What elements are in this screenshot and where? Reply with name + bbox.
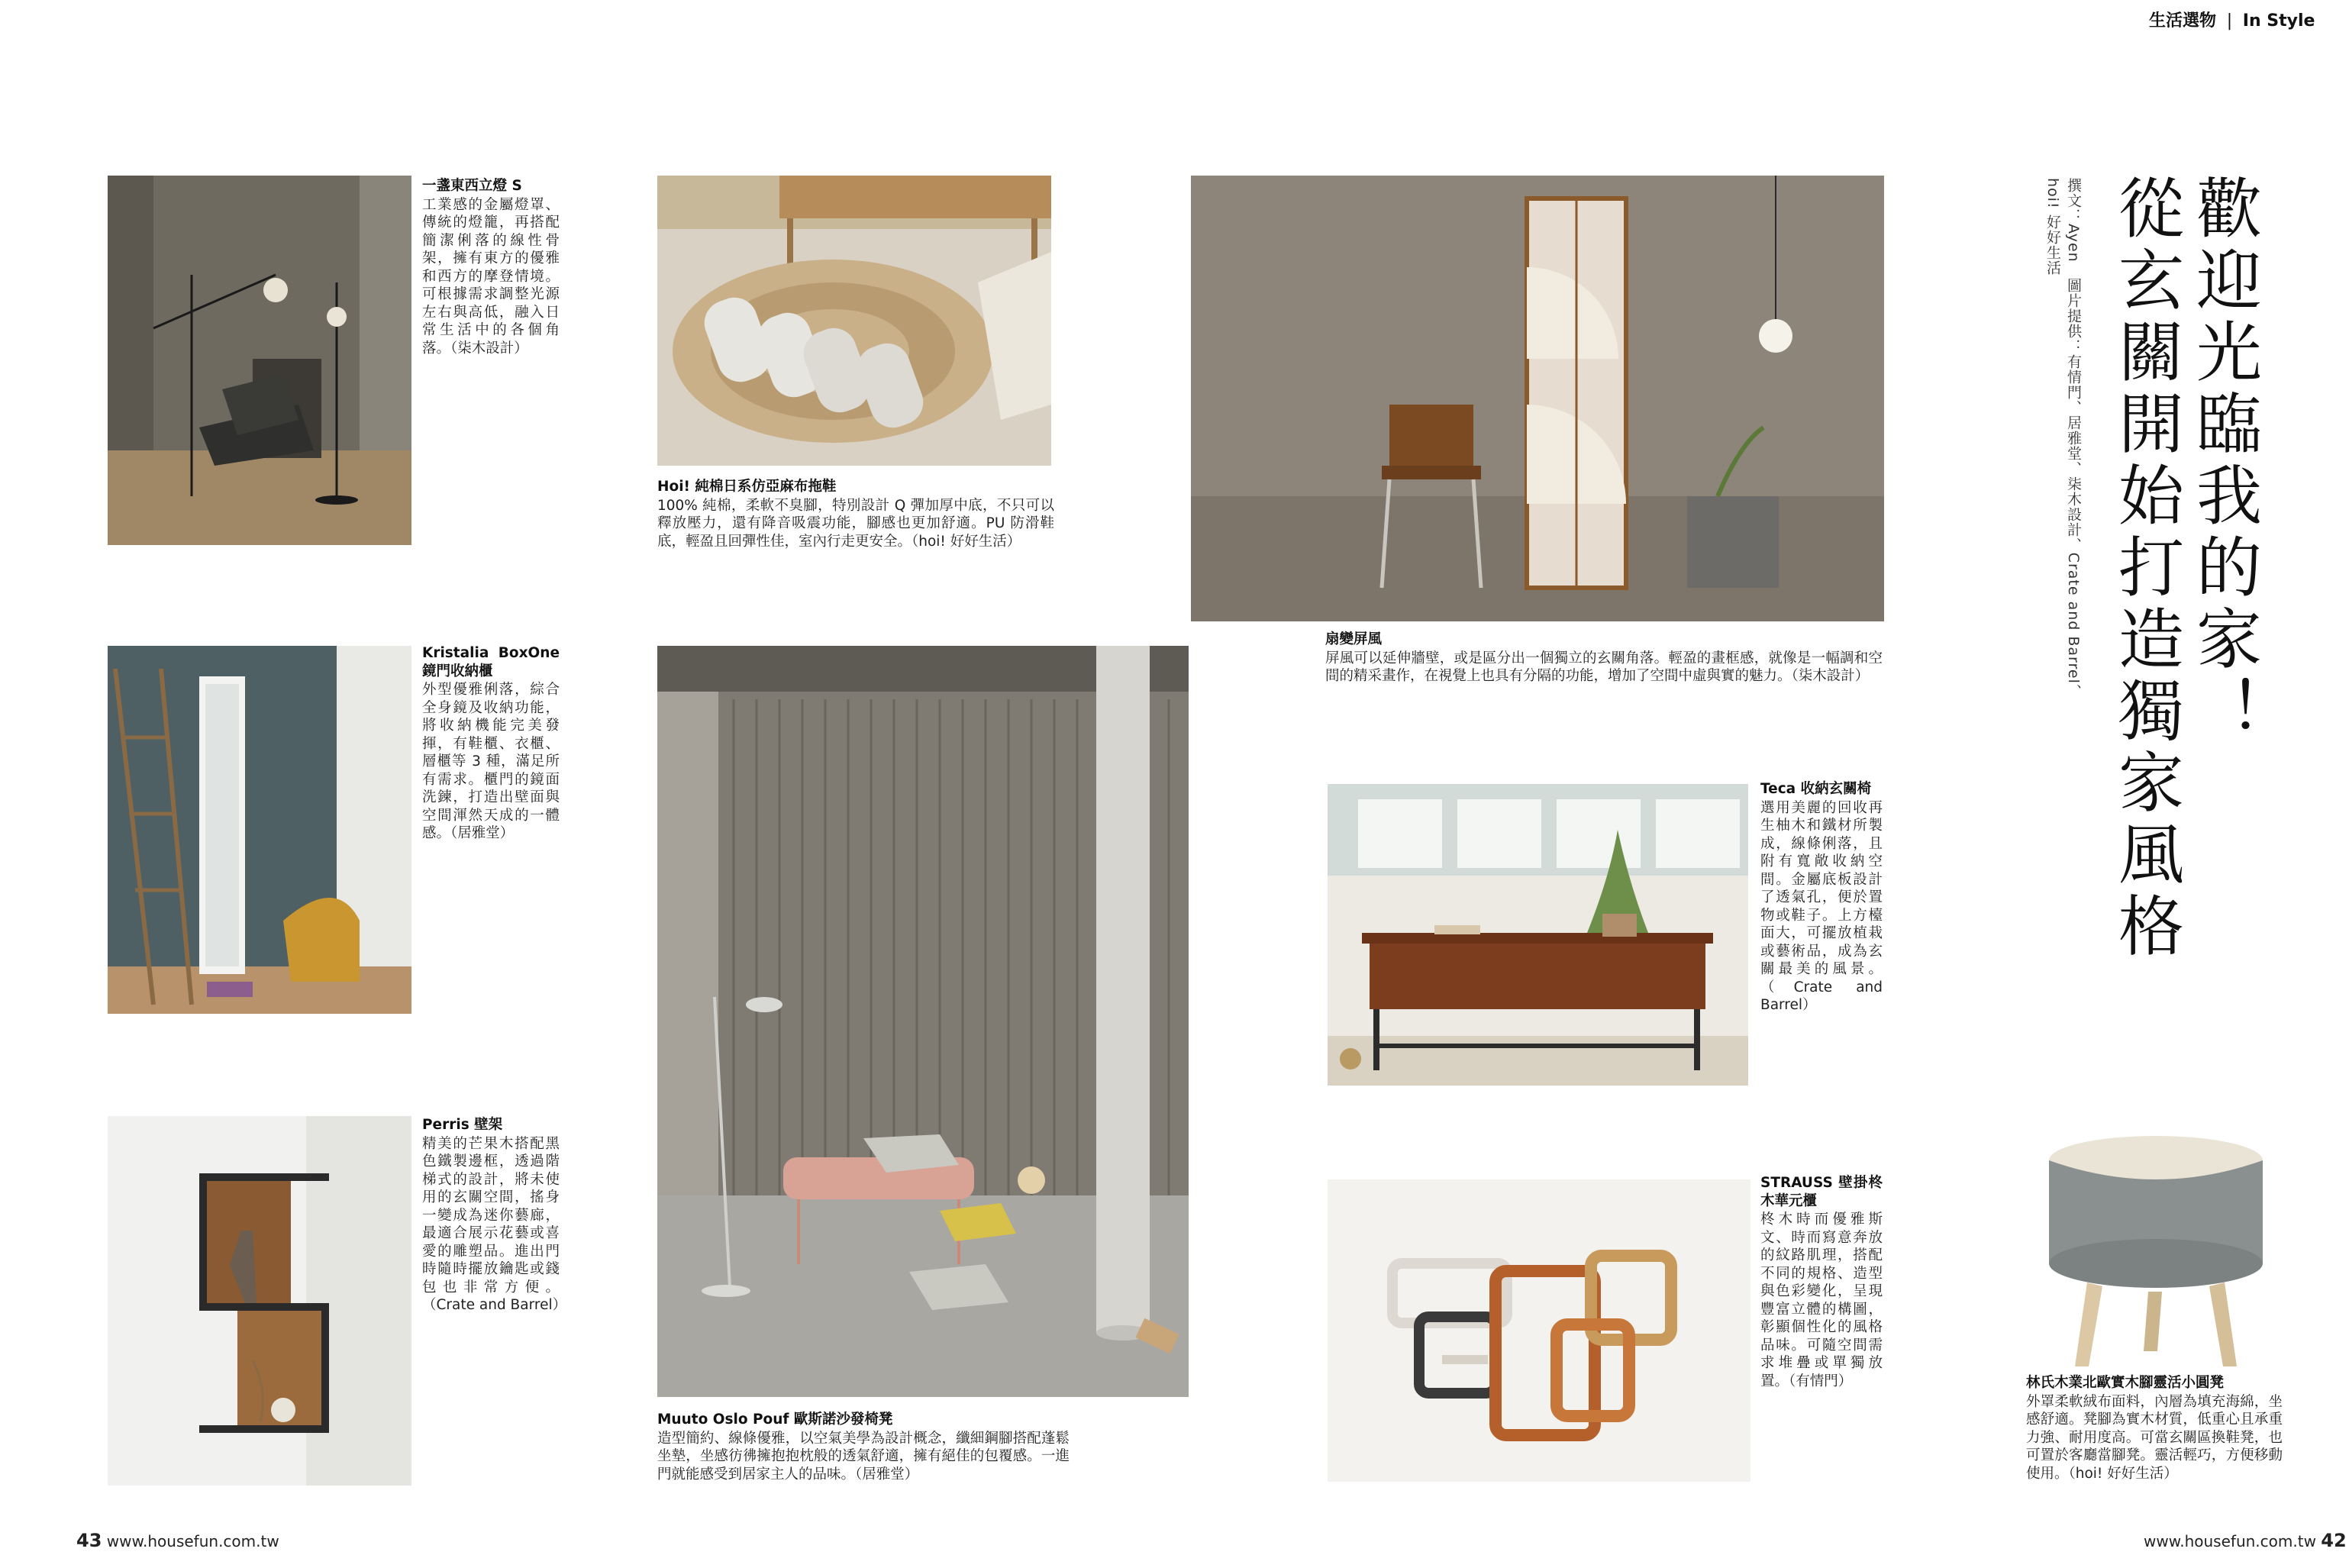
- wood-cubes-caption: [1760, 1174, 1883, 1390]
- entry-bench-photo: [1328, 784, 1748, 1086]
- page-number-left: 43: [76, 1530, 102, 1551]
- caption-body: 100% 純棉，柔軟不臭腳，特別設計 Q 彈加厚中底，不只可以釋放壓力，還有降音吸震功能，腳感也更加舒適。PU 防滑鞋底，輕盈且回彈性佳，室內行走更安全。（hoi! 好好生活）: [657, 497, 1054, 550]
- footer-left: [76, 1530, 279, 1551]
- pouf-caption: [657, 1411, 1070, 1483]
- website-right[interactable]: www.housefun.com.tw: [2144, 1532, 2316, 1550]
- caption-body: 屏風可以延伸牆壁，或是區分出一個獨立的玄關角落。輕盈的畫框感，就像是一幅調和空間的精采畫作，在視覺上也具有分隔的功能，增加了空間中虛與實的魅力。（柒木設計）: [1325, 650, 1883, 684]
- caption-title: Kristalia BoxOne 鏡門收納櫃: [422, 645, 560, 679]
- caption-title: Perris 壁架: [422, 1117, 503, 1133]
- caption-body: 造型簡約、線條優雅，以空氣美學為設計概念，纖細鋼腳搭配蓬鬆坐墊，坐感彷彿擁抱抱枕般的透氣舒適，擁有絕佳的包覆感。一進門就能感受到居家主人的品味。（居雅堂）: [657, 1430, 1070, 1483]
- caption-body: 精美的芒果木搭配黑色鐵製邊框，透過階梯式的設計，將未使用的玄關空間，搖身一變成為迷你藝廊，最適合展示花藝或喜愛的雕塑品。進出門時隨時擺放鑰匙或錢包也非常方便。（Crate and Barrel）: [422, 1135, 567, 1313]
- floor-lamp-photo: [108, 176, 411, 545]
- slippers-caption: [657, 478, 1054, 550]
- section-divider: |: [2226, 11, 2233, 31]
- title-line1: 歡迎光臨我的家！: [2185, 174, 2261, 748]
- folding-screen-photo: [1191, 176, 1884, 621]
- slippers-photo: [657, 176, 1051, 466]
- caption-body: 柊木時而優雅斯文、時而寫意奔放的紋路肌理，搭配不同的規格、造型與色彩變化，呈現豐富立體的構圖，彰顯個性化的風格品味。可隨空間需求堆疊或單獨放置。（有情門）: [1760, 1211, 1883, 1389]
- wall-shelf-photo: [108, 1116, 411, 1486]
- caption-title: Hoi! 純棉日系仿亞麻布拖鞋: [657, 479, 837, 495]
- footer-right: [2144, 1530, 2347, 1551]
- caption-body: 外型優雅俐落，綜合全身鏡及收納功能，將收納機能完美發揮，有鞋櫃、衣櫃、層櫃等 3 種，滿足所有需求。櫃門的鏡面洗鍊，打造出壁面與空間渾然天成的一體感。（居雅堂）: [422, 682, 560, 841]
- page-number-right: 42: [2321, 1530, 2347, 1551]
- mirror-cabinet-caption: [422, 644, 560, 843]
- series-name: In Style: [2242, 11, 2315, 31]
- pouf-room-photo: [657, 646, 1189, 1397]
- folding-screen-caption: [1325, 631, 1883, 686]
- caption-body: 外罩柔軟絨布面料，內層為填充海綿，坐感舒適。凳腳為實木材質，低重心且承重力強、耐用度高。可當玄關區換鞋凳，也可置於客廳當腳凳。靈活輕巧，方便移動使用。（hoi! 好好生活）: [2026, 1393, 2283, 1482]
- mirror-cabinet-photo: [108, 646, 411, 1014]
- caption-body: 選用美麗的回收再生柚木和鐵材所製成，線條俐落，且附有寬敞收納空間。金屬底板設計了透氣孔，便於置物或鞋子。上方檯面大，可擺放植栽或藝術品，成為玄關最美的風景。（Crate and Barrel）: [1760, 799, 1883, 1013]
- title-line2: 從玄關開始打造獨家風格: [2107, 174, 2183, 963]
- caption-title: 林氏木業北歐實木腳靈活小圓凳: [2026, 1375, 2225, 1391]
- round-stool-caption: [2026, 1374, 2283, 1483]
- wood-cubes-photo: [1328, 1179, 1750, 1482]
- caption-title: 扇變屏風: [1325, 631, 1383, 647]
- caption-title: Teca 收納玄關椅: [1760, 781, 1872, 797]
- section-label: [2149, 8, 2315, 31]
- round-stool-photo: [2028, 1122, 2284, 1379]
- caption-title: 一盞東西立燈 S: [422, 178, 522, 194]
- caption-title: Muuto Oslo Pouf 歐斯諾沙發椅凳: [657, 1412, 893, 1428]
- website-left[interactable]: www.housefun.com.tw: [106, 1532, 279, 1550]
- caption-title: STRAUSS 壁掛柊木華元櫃: [1760, 1175, 1883, 1209]
- wall-shelf-caption: [422, 1116, 567, 1315]
- section-name: 生活選物: [2149, 11, 2217, 31]
- entry-bench-caption: [1760, 780, 1883, 1015]
- floor-lamp-caption: [422, 177, 560, 357]
- credit-line: 撰文：Ayen 圖片提供：有情門、居雅堂、柒木設計、Crate and Barrel、hoi! 好好生活: [2044, 178, 2082, 699]
- caption-body: 工業感的金屬燈罩、傳統的燈籠，再搭配簡潔俐落的線性骨架，擁有東方的優雅和西方的摩登情境。可根據需求調整光源左右與高低，融入日常生活中的各個角落。（柒木設計）: [422, 196, 560, 357]
